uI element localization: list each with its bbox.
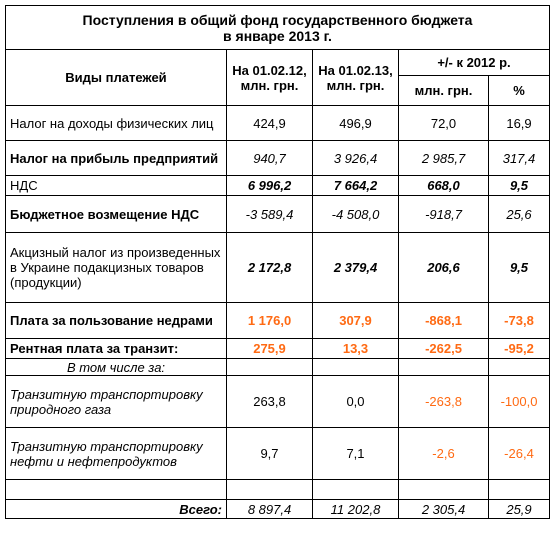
header-2013: На 01.02.13, млн. грн. <box>313 50 399 106</box>
row-name <box>6 480 227 500</box>
table-title <box>6 6 550 50</box>
row-name: Плата за пользование недрами <box>6 303 227 339</box>
cell-2013: 11 202,8 <box>313 500 399 519</box>
cell-2012: 2 172,8 <box>227 233 313 303</box>
cell-2012 <box>227 480 313 500</box>
row-name: Налог на прибыль предприятий <box>6 141 227 176</box>
table-row <box>6 480 550 500</box>
table-row <box>6 196 550 233</box>
table-row <box>6 106 550 141</box>
cell-diff: -263,8 <box>399 376 489 428</box>
table-row <box>6 339 550 359</box>
cell-diff: -868,1 <box>399 303 489 339</box>
cell-2013 <box>313 480 399 500</box>
cell-pct: 317,4 <box>489 141 550 176</box>
table-row <box>6 176 550 196</box>
header-change-group: +/- к 2012 р. <box>399 50 550 76</box>
table-row <box>6 376 550 428</box>
cell-2013: 496,9 <box>313 106 399 141</box>
budget-revenue-table <box>5 5 550 519</box>
cell-pct: -100,0 <box>489 376 550 428</box>
cell-2013: 3 926,4 <box>313 141 399 176</box>
cell-pct <box>489 480 550 500</box>
row-name: В том числе за: <box>6 359 227 376</box>
row-name: Всего: <box>6 500 227 519</box>
cell-pct: 9,5 <box>489 176 550 196</box>
row-name: Бюджетное возмещение НДС <box>6 196 227 233</box>
cell-diff: 668,0 <box>399 176 489 196</box>
cell-2012: 263,8 <box>227 376 313 428</box>
row-name: Транзитную транспортировку природного газа <box>6 376 227 428</box>
cell-pct: 16,9 <box>489 106 550 141</box>
cell-2012: 424,9 <box>227 106 313 141</box>
row-name: Рентная плата за транзит: <box>6 339 227 359</box>
row-name: Акцизный налог из произведенных в Украине подакцизных товаров (продукции) <box>6 233 227 303</box>
cell-pct: -73,8 <box>489 303 550 339</box>
cell-2012: 9,7 <box>227 428 313 480</box>
cell-diff: -262,5 <box>399 339 489 359</box>
row-name: Транзитную транспортировку нефти и нефтепродуктов <box>6 428 227 480</box>
header-change-pct: % <box>489 76 550 106</box>
cell-2013 <box>313 359 399 376</box>
table-row <box>6 303 550 339</box>
cell-2013: 7 664,2 <box>313 176 399 196</box>
cell-2012: 940,7 <box>227 141 313 176</box>
title-line-1: Поступления в общий фонд государственного бюджета <box>82 11 473 28</box>
cell-pct: 9,5 <box>489 233 550 303</box>
table-row <box>6 428 550 480</box>
cell-pct: -26,4 <box>489 428 550 480</box>
table-row <box>6 359 550 376</box>
cell-2012: 6 996,2 <box>227 176 313 196</box>
header-payment-types: Виды платежей <box>6 50 227 106</box>
cell-diff: -2,6 <box>399 428 489 480</box>
cell-2012: -3 589,4 <box>227 196 313 233</box>
cell-diff <box>399 480 489 500</box>
cell-2013: 307,9 <box>313 303 399 339</box>
cell-2013: 7,1 <box>313 428 399 480</box>
table-row <box>6 233 550 303</box>
cell-2013: 2 379,4 <box>313 233 399 303</box>
cell-diff: -918,7 <box>399 196 489 233</box>
table-row-total <box>6 500 550 519</box>
cell-pct <box>489 359 550 376</box>
cell-2012: 275,9 <box>227 339 313 359</box>
cell-diff: 2 305,4 <box>399 500 489 519</box>
cell-pct: -95,2 <box>489 339 550 359</box>
title-row <box>6 6 550 50</box>
cell-diff <box>399 359 489 376</box>
cell-2013: 0,0 <box>313 376 399 428</box>
cell-2012 <box>227 359 313 376</box>
cell-2013: 13,3 <box>313 339 399 359</box>
cell-2012: 1 176,0 <box>227 303 313 339</box>
header-change-abs: млн. грн. <box>399 76 489 106</box>
cell-pct: 25,6 <box>489 196 550 233</box>
table-row <box>6 141 550 176</box>
cell-diff: 72,0 <box>399 106 489 141</box>
header-row-1 <box>6 50 550 76</box>
header-2012: На 01.02.12, млн. грн. <box>227 50 313 106</box>
row-name: Налог на доходы физических лиц <box>6 106 227 141</box>
row-name: НДС <box>6 176 227 196</box>
cell-2012: 8 897,4 <box>227 500 313 519</box>
cell-2013: -4 508,0 <box>313 196 399 233</box>
cell-pct: 25,9 <box>489 500 550 519</box>
title-line-2: в январе 2013 г. <box>223 27 332 44</box>
cell-diff: 2 985,7 <box>399 141 489 176</box>
cell-diff: 206,6 <box>399 233 489 303</box>
